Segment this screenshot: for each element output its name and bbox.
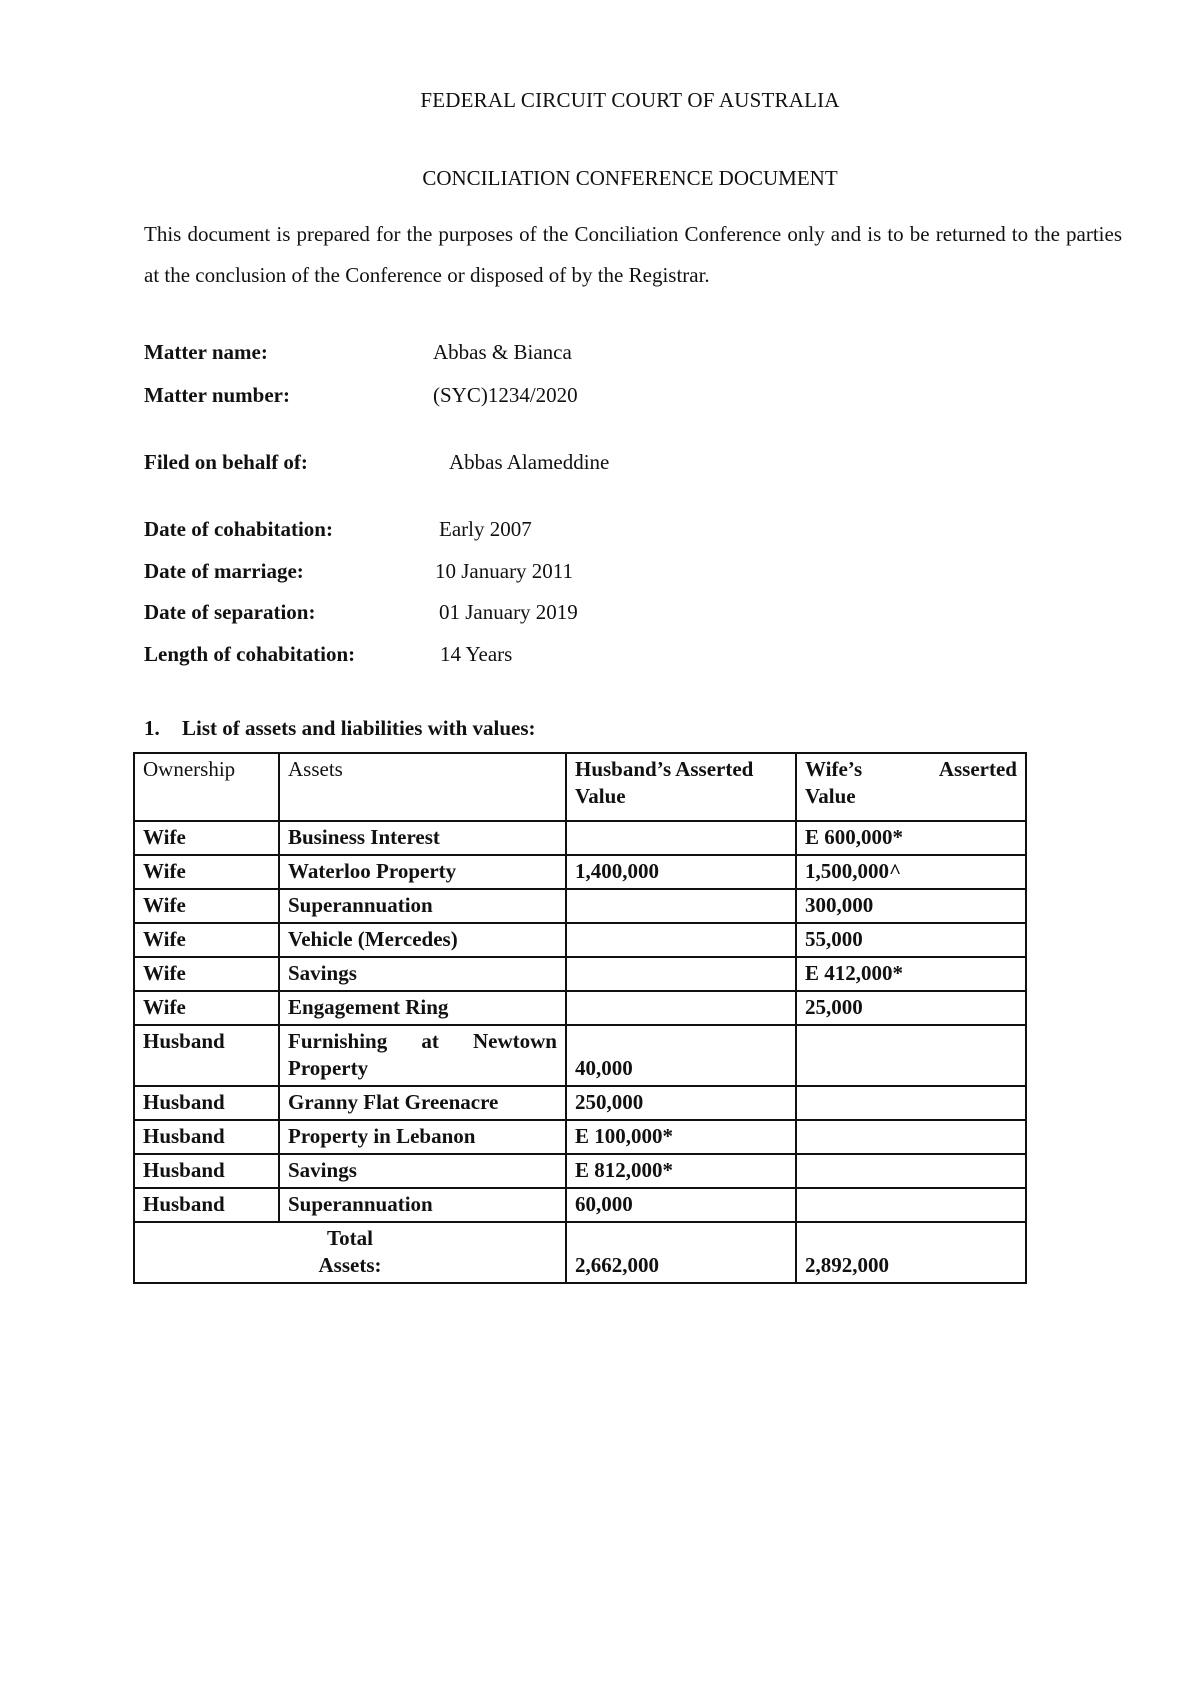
asset-cell-line1 xyxy=(288,1028,557,1055)
filed-on-behalf-value: Abbas Alameddine xyxy=(449,450,610,474)
ownership-header: Ownership xyxy=(134,753,279,821)
asset-cell: Waterloo Property xyxy=(279,855,566,889)
intro-paragraph: This document is prepared for the purposes of the Conciliation Conference only and is to be returned to the parties at the conclusion of the Conference or disposed of by the Registrar. xyxy=(144,222,1122,287)
owner-cell: Husband xyxy=(134,1120,279,1154)
date-of-marriage-label: Date of marriage: xyxy=(144,559,304,583)
wife-value-cell: 25,000 xyxy=(796,991,1026,1025)
husband-value-cell: 1,400,000 xyxy=(566,855,796,889)
asset-cell: Superannuation xyxy=(279,889,566,923)
asset-cell: Business Interest xyxy=(279,821,566,855)
wife-value-cell: E 600,000* xyxy=(796,821,1026,855)
husband-value-cell xyxy=(566,957,796,991)
wife-value-cell: 300,000 xyxy=(796,889,1026,923)
husband-value-cell: E 812,000* xyxy=(566,1154,796,1188)
husband-value-cell xyxy=(566,821,796,855)
husband-value-cell xyxy=(566,923,796,957)
husband-total-cell: 2,662,000 xyxy=(566,1222,796,1283)
assets-table xyxy=(133,752,1027,1284)
husband-value-cell: E 100,000* xyxy=(566,1120,796,1154)
owner-cell: Husband xyxy=(134,1086,279,1120)
total-assets-label xyxy=(134,1222,566,1283)
table-row xyxy=(134,1120,1026,1154)
owner-cell: Husband xyxy=(134,1188,279,1222)
table-row xyxy=(134,923,1026,957)
matter-name-value: Abbas & Bianca xyxy=(433,340,572,364)
table-row xyxy=(134,855,1026,889)
table-row xyxy=(134,889,1026,923)
asset-cell: Engagement Ring xyxy=(279,991,566,1025)
total-label-line1: Total xyxy=(327,1226,373,1250)
section-1-title: List of assets and liabilities with values: xyxy=(182,716,536,740)
husband-value-cell xyxy=(566,991,796,1025)
asset-cell: Granny Flat Greenacre xyxy=(279,1086,566,1120)
length-of-cohabitation-label: Length of cohabitation: xyxy=(144,642,356,666)
asset-cell: Savings xyxy=(279,957,566,991)
court-title: FEDERAL CIRCUIT COURT OF AUSTRALIA xyxy=(420,88,840,112)
owner-cell: Wife xyxy=(134,923,279,957)
owner-cell: Wife xyxy=(134,889,279,923)
asset-cell-line2: Property xyxy=(288,1056,369,1080)
date-of-separation-label: Date of separation: xyxy=(144,600,316,624)
table-row xyxy=(134,1025,1026,1086)
wife-value-cell xyxy=(796,1154,1026,1188)
table-row xyxy=(134,991,1026,1025)
section-1-number: 1. xyxy=(144,716,160,740)
owner-cell: Husband xyxy=(134,1025,279,1086)
wife-value-cell: E 412,000* xyxy=(796,957,1026,991)
document-title: CONCILIATION CONFERENCE DOCUMENT xyxy=(422,166,838,190)
wife-value-header xyxy=(796,753,1026,821)
owner-cell: Wife xyxy=(134,821,279,855)
wife-header-word1: Wife’s xyxy=(805,757,863,781)
husband-value-cell: 60,000 xyxy=(566,1188,796,1222)
husband-header-line1: Husband’s Asserted xyxy=(575,757,754,781)
asset-word: Newtown xyxy=(473,1029,557,1053)
husband-value-header xyxy=(566,753,796,821)
section-1-heading xyxy=(144,716,536,741)
husband-value-cell xyxy=(566,889,796,923)
asset-word: Furnishing xyxy=(288,1029,388,1053)
table-row xyxy=(134,957,1026,991)
table-header-row xyxy=(134,753,1026,821)
owner-cell: Wife xyxy=(134,957,279,991)
asset-cell: Savings xyxy=(279,1154,566,1188)
wife-value-cell xyxy=(796,1188,1026,1222)
asset-cell xyxy=(279,1025,566,1086)
wife-header-line1 xyxy=(805,756,1017,783)
date-of-cohabitation-label: Date of cohabitation: xyxy=(144,517,333,541)
matter-number-label: Matter number: xyxy=(144,383,290,407)
wife-value-cell xyxy=(796,1120,1026,1154)
asset-cell: Property in Lebanon xyxy=(279,1120,566,1154)
owner-cell: Husband xyxy=(134,1154,279,1188)
date-of-marriage-value: 10 January 2011 xyxy=(435,559,574,583)
total-label-line2: Assets: xyxy=(318,1253,382,1277)
table-row xyxy=(134,1188,1026,1222)
wife-header-word2: Asserted xyxy=(938,757,1017,781)
asset-cell: Superannuation xyxy=(279,1188,566,1222)
husband-value-cell: 250,000 xyxy=(566,1086,796,1120)
husband-value-cell: 40,000 xyxy=(566,1025,796,1086)
wife-total-cell: 2,892,000 xyxy=(796,1222,1026,1283)
wife-value-cell xyxy=(796,1025,1026,1086)
husband-header-line2: Value xyxy=(575,784,626,808)
matter-name-label: Matter name: xyxy=(144,340,268,364)
matter-number-value: (SYC)1234/2020 xyxy=(433,383,578,407)
length-of-cohabitation-value: 14 Years xyxy=(440,642,513,666)
wife-value-cell: 55,000 xyxy=(796,923,1026,957)
wife-value-cell xyxy=(796,1086,1026,1120)
table-row xyxy=(134,821,1026,855)
table-row xyxy=(134,1154,1026,1188)
assets-header: Assets xyxy=(279,753,566,821)
owner-cell: Wife xyxy=(134,855,279,889)
date-of-cohabitation-value: Early 2007 xyxy=(439,517,532,541)
wife-value-cell: 1,500,000^ xyxy=(796,855,1026,889)
total-row xyxy=(134,1222,1026,1283)
table-row xyxy=(134,1086,1026,1120)
date-of-separation-value: 01 January 2019 xyxy=(439,600,578,624)
owner-cell: Wife xyxy=(134,991,279,1025)
asset-cell: Vehicle (Mercedes) xyxy=(279,923,566,957)
asset-word: at xyxy=(421,1029,439,1053)
wife-header-line2: Value xyxy=(805,784,856,808)
filed-on-behalf-label: Filed on behalf of: xyxy=(144,450,308,474)
